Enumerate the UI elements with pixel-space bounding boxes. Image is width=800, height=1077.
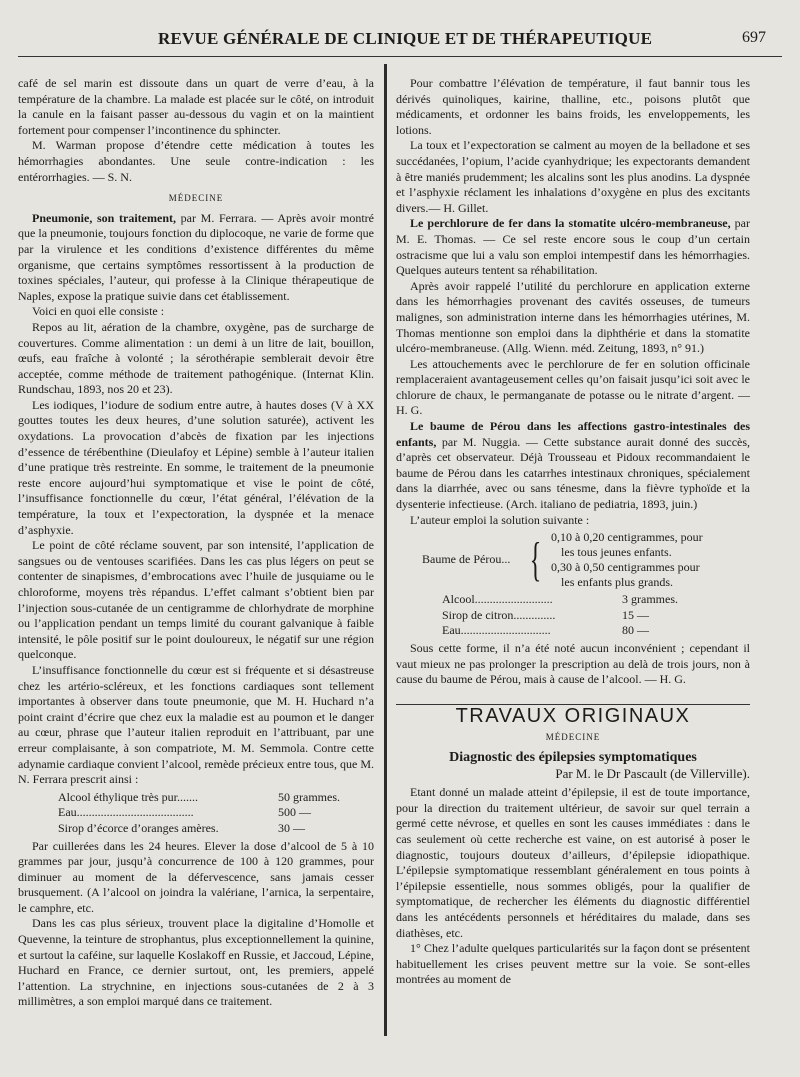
paragraph: Par cuillerées dans les 24 heures. Elever la dose d’alcool de 5 à 10 grammes par jour, jusqu’à concurrence de 100 à 120 grammes, pour diminuer au moment de la défervescence, sans jamais cesser brusquement. (A l’alcool on joindra la valériane, l’arnica, la serpentaire, le camphre, etc. [18,838,374,915]
perou-dosage [396,530,750,590]
section-heading: MÉDECINE [168,193,224,204]
recipe-perou [396,592,750,639]
right-column [396,76,750,988]
paragraph: Etant donné un malade atteint d’épilepsie, il est de toute importance, pour la direction du traitement ultérieur, de savoir sur quel terrain a germé cette névrose, et quelles en sont les causes immédiates : dans le cas seulement où cette recherche est vaine, on est autorisé à poser le diagnostic, toujours douteux d’ailleurs, d’épilepsie idiopathique. L’épilepsie symptomatique ressemblant généralement en tous points à l’épilepsie essentielle, nous sommes obligés, pour la qualifier de symptomatique, de rechercher les éléments du diagnostic différentiel dans les antécédents personnels et héréditaires du malade, dans ses diathèses, etc. [396,785,750,940]
paragraph: Pour combattre l’élévation de température, il faut bannir tous les dérivés quinoliques, kairine, thalline, etc., poisons plutôt que médicaments, et ordonner les bains froids, les enveloppements, les lotions. [396,76,750,137]
travaux-heading: TRAVAUX ORIGINAUX [396,704,750,725]
paragraph: 1° Chez l’adulte quelques particularités sur la façon dont se présentent habituellement les crises peuvent mettre sur la voie. Se sont-elles montrées au moment de [396,941,750,987]
paragraph: Les attouchements avec le perchlorure de fer en solution officinale remplaceraient avantageusement celles qu’on faisait jusqu’ici soit avec le chlorure de chaux, le permanganate de potasse ou le nitrate d’argent. — H. G. [396,356,750,418]
paragraph: La toux et l’expectoration se calment au moyen de la belladone et ses succédanées, l’opium, l’acide cyanhydrique; les expectorants demandent à être maniés prudemment; les alcalins sont les plus anodins. La dyspnée et l’asphyxie réclament les inhalations d’oxygène en plus des excitants divers.— H. Gillet. [396,138,750,215]
column-divider [384,64,387,1036]
recipe-row: Alcool.......................... 3 grammes. [442,592,678,607]
paragraph: Repos au lit, aération de la chambre, oxygène, pas de surcharge de couvertures. Comme alimentation : un demi à un litre de lait, bouillon, œufs, eau fraîche à volonté ; la sérothérapie semblerait devoir être acceptée, comme méthode de traitement pathogénique. (Internat Klin. Rundschau, 1893, nos 20 et 23). [18,319,374,397]
article-text: — Cette substance aurait donné des succès, d’après cet observateur. Déjà Trousseau et Pidoux recommandaient le baume de Pérou dans les catarrhes intestinaux chroniques, spécialement dans la diarrhée, avec ou sans ténesme, dans la fièvre typhoïde et la dysenterie infectieuse. (Arch. italiano de pediatria, 1893, juin.) [396,434,751,512]
paragraph: M. Warman propose d’étendre cette médication à toutes les hémorrhagies abondantes. Une seule contre-indication : les entérorrhagies. — S. N. [18,138,374,184]
article-baume-perou [396,419,750,513]
recipe-row: Alcool éthylique très pur....... 50 grammes. [58,789,340,804]
perou-label: Baume de Pérou... [422,552,511,567]
article-title: Le baume de Pérou dans les affections gastro-intestinales des enfants, [396,419,750,449]
recipe-row: Sirop de citron.............. 15 — [442,607,649,622]
article-text: — Après avoir montré que la pneumonie, toujours fonction du diplocoque, ne varie de forme que par la virulence et les conditions d’existence différentes du même organisme, que certains symptômes ressortissent à la production de toxines spéciales, l’auteur, qui professe à la Clinique thérapeutique de Naples, expose la pratique suivie dans cet établissement. [18,210,374,303]
section-heading: MÉDECINE [545,732,601,743]
paragraph: Le point de côté réclame souvent, par son intensité, l’application de sangsues ou de ventouses scarifiées. Dans les cas plus légers on peut se contenter de sinapismes, d’embrocations avec l’huile de jusquiame ou le chloroforme, moyens très répandus. L’effet calmant s’obtient bien par l’injection sous-cutanée de un centigramme de chlorhydrate de morphine ou l’application pendant un temps limité du courant galvanique à faible intensité, le pôle positif sur le point douloureux, le négatif sur une région quelconque. [18,538,374,662]
recipe-row: Sirop d’écorce d’oranges amères. 30 — [58,820,305,835]
article-pneumonie [18,211,374,305]
article-author: par M. Nuggia. [441,434,521,449]
paragraph: Dans les cas plus sérieux, trouvent place la digitaline d’Homolle et Quevenne, la teinture de strophantus, plus exceptionnellement la quinine, et surtout la caféine, sur laquelle Koslakoff en Russie, et Jaccoud, Lépine, Huchard en France, ce dernier surtout, ont, les premiers, appelé l’attention. La strychnine, en injections sous-cutanées de 2 à 3 millimètres, a son emploi marqué dans ce traitement. [18,916,374,1009]
article-author: par M. Ferrara. [180,210,257,225]
article-heading: Diagnostic des épilepsies symptomatiques [449,749,697,765]
article-title: Le perchlorure de fer dans la stomatite ulcéro-membraneuse, [410,216,731,231]
article-author: par M. E. Thomas. [396,216,750,246]
perou-options: 0,10 à 0,20 centigrammes, pour les tous jeunes enfants. 0,30 à 0,50 centigrammes pour les enfants plus grands. [551,530,703,590]
running-header [18,26,782,57]
recipe-alcool [18,790,374,837]
article-title: Pneumonie, son traitement, [32,210,176,225]
recipe-row: Eau.............................. 80 — [442,623,649,638]
recipe-row: Eau....................................... 500 — [58,805,311,820]
paragraph: Voici en quoi elle consiste : [32,304,165,319]
paragraph: L’insuffisance fonctionnelle du cœur est si fréquente et si désastreuse chez les artério-scléreux, et les fonctions cardiaques sont tellement importantes à observer dans toute pneumonie, que M. H. Huchard n’a point craint d’écrire que chez eux la maladie est au poumon et le danger au cœur, phrase que l’auteur italien reproduit en l’attribuant, par une erreur complaisante, à son compatriote, M. M. Semmola. Contre cette adynamie cardiaque convient l’alcool, remède précieux entre tous, que M. N. Ferrara prescrit ainsi : [18,662,374,787]
article-text: — Ce sel reste encore sous le coup d’un certain ostracisme que lui a valu son emploi intempestif dans les hémorrhagies. Quelques auteurs tentent sa réhabilitation. [396,231,750,278]
page-number: 697 [742,29,766,46]
paragraph: Les iodiques, l’iodure de sodium entre autre, à hautes doses (V à XX gouttes toutes les deux heures, d’une solution saturée), activent les oxydations. La provocation d’abcès de fixation par les injections d’essence de térébenthine (Dieulafoy et Lépine) semble à l’auteur italien d’une pratique très restreinte. En somme, le traitement de la pneumonie reste encore aujourd’hui symptomatique et vise le point de côté, l’insuffisance fonctionnelle du cœur, l’état général, l’élévation de la température, la toux et l’expectoration, la dyspnée et la menace d’asphyxie. [18,397,374,537]
left-column [18,76,374,1010]
brace-glyph: { [529,533,542,587]
paragraph: Sous cette forme, il n’a été noté aucun inconvénient ; cependant il vaut mieux ne pas prolonger la prescription au delà de trois jours, non à cause du baume de Pérou, mais à cause de l’alcool. — H. G. [396,641,750,687]
byline: Par M. le Dr Pascault (de Villerville). [555,765,750,781]
paragraph: Après avoir rappelé l’utilité du perchlorure en application externe dans les hémorrhagies provenant des cavités osseuses, de tumeurs malignes, son administration interne dans les hémorrhagies utérines, M. Thomas mentionne son emploi dans la diphthérie et dans la stomatite ulcéro-membraneuse. (Allg. Wienn. méd. Zeitung, 1893, n° 91.) [396,278,750,356]
paragraph: café de sel marin est dissoute dans un quart de verre d’eau, à la température de la chambre. La malade est placée sur le côté, on introduit la canule en la faisant passer au-dessous du vagin et on la maintient fortement pour compenser l’incontinence du sphincter. [18,76,374,137]
paragraph: L’auteur emploi la solution suivante : [410,512,590,527]
article-perchlorure [396,216,750,278]
journal-title: REVUE GÉNÉRALE DE CLINIQUE ET DE THÉRAPEUTIQUE [158,29,653,48]
